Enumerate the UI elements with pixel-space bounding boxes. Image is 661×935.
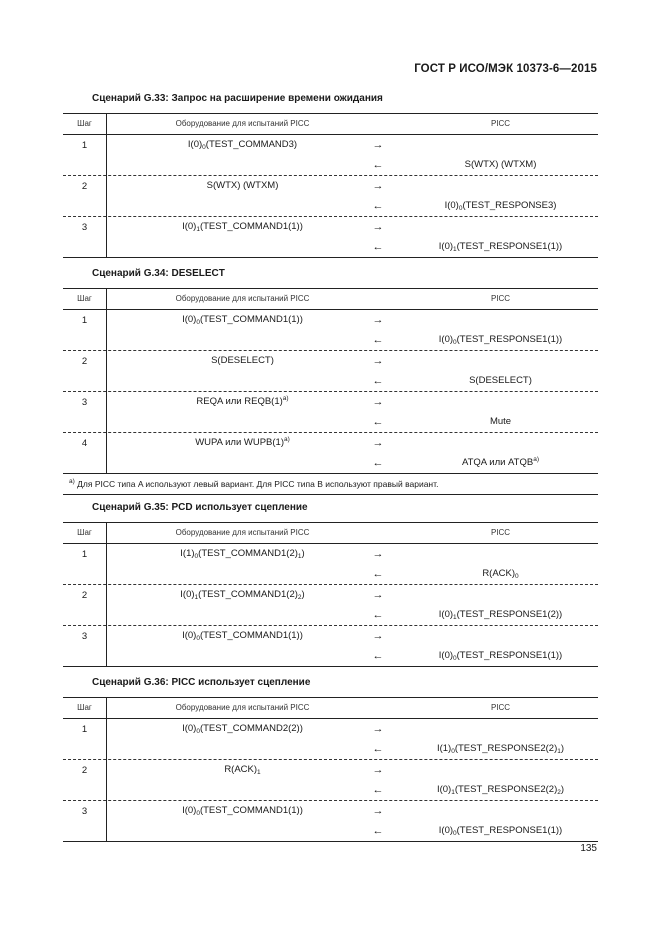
step-row xyxy=(63,135,598,175)
pcd-message: S(DESELECT) xyxy=(211,355,274,366)
table-header-row xyxy=(63,289,598,310)
arrow-right-icon: → xyxy=(372,180,384,192)
column-divider xyxy=(106,523,107,543)
picc-message: ATQA или ATQB$^{a)}$ xyxy=(461,456,539,468)
pcd-message: $I(0)_1(TEST\_COMMAND1(2)_2)$ xyxy=(180,589,305,601)
column-header-pcd: Оборудование для испытаний PICC xyxy=(175,703,310,712)
arrow-right-icon: → xyxy=(372,630,384,642)
step-row xyxy=(63,175,598,216)
scenario-table-g36 xyxy=(63,697,598,842)
table-footnote: $^{a)}$ Для PICC типа A используют левый вариант. Для PICC типа B используют правый вариант. xyxy=(63,473,598,494)
step-number: 3 xyxy=(81,222,88,233)
arrow-right-icon: → xyxy=(372,139,384,151)
pcd-message: $I(0)_0(TEST\_COMMAND1(1))$ xyxy=(182,630,303,642)
pcd-message: $R(ACK)_1$ xyxy=(224,764,261,776)
arrow-left-icon: ← xyxy=(372,334,384,346)
pcd-message: $I(0)_0(TEST\_COMMAND3)$ xyxy=(187,139,298,151)
arrow-left-icon: ← xyxy=(372,609,384,621)
picc-message: $I(0)_1(TEST\_RESPONSE2(2)_2)$ xyxy=(436,784,565,796)
column-header-picc: PICC xyxy=(490,703,511,712)
step-number: 1 xyxy=(81,724,88,735)
pcd-message: $I(0)_0(TEST\_COMMAND1(1))$ xyxy=(182,314,303,326)
table-header-row xyxy=(63,523,598,544)
arrow-right-icon: → xyxy=(372,764,384,776)
picc-message: $I(0)_0(TEST\_RESPONSE1(1))$ xyxy=(438,825,563,837)
arrow-left-icon: ← xyxy=(372,784,384,796)
step-number: 3 xyxy=(81,631,88,642)
pcd-message: $I(1)_0(TEST\_COMMAND1(2)_1)$ xyxy=(180,548,305,560)
arrow-right-icon: → xyxy=(372,314,384,326)
pcd-message: S(WTX) (WTXM) xyxy=(206,180,279,191)
step-row xyxy=(63,310,598,350)
step-number: 2 xyxy=(81,765,88,776)
pcd-message: $I(0)_1(TEST\_COMMAND1(1))$ xyxy=(182,221,303,233)
column-header-step: Шаг xyxy=(77,119,92,128)
step-number: 1 xyxy=(81,140,88,151)
scenario-table-g35 xyxy=(63,522,598,667)
step-number: 4 xyxy=(81,438,88,449)
step-row xyxy=(63,759,598,800)
step-row xyxy=(63,391,598,432)
column-header-step: Шаг xyxy=(77,703,92,712)
scenario-caption-g34: Сценарий G.34: DESELECT xyxy=(92,268,225,279)
step-row xyxy=(63,584,598,625)
pcd-message: $I(0)_0(TEST\_COMMAND2(2))$ xyxy=(182,723,303,735)
arrow-left-icon: ← xyxy=(372,457,384,469)
step-number: 2 xyxy=(81,590,88,601)
picc-message: S(DESELECT) xyxy=(469,375,532,386)
document-header: ГОСТ Р ИСО/МЭК 10373-6—2015 xyxy=(414,63,597,75)
scenario-caption-g33: Сценарий G.33: Запрос на расширение времени ожидания xyxy=(92,93,383,104)
arrow-left-icon: ← xyxy=(372,825,384,837)
picc-message: $I(0)_0(TEST\_RESPONSE3)$ xyxy=(444,200,557,212)
step-number: 2 xyxy=(81,181,88,192)
table-body xyxy=(63,310,598,473)
step-row xyxy=(63,544,598,584)
scenario-caption-g36: Сценарий G.36: PICC использует сцепление xyxy=(92,677,311,688)
column-header-picc: PICC xyxy=(490,528,511,537)
step-row xyxy=(63,625,598,666)
arrow-left-icon: ← xyxy=(372,375,384,387)
column-header-picc: PICC xyxy=(490,294,511,303)
pcd-message: $I(0)_0(TEST\_COMMAND1(1))$ xyxy=(182,805,303,817)
column-divider xyxy=(106,114,107,134)
table-header-row xyxy=(63,698,598,719)
arrow-right-icon: → xyxy=(372,548,384,560)
scenario-table-g33 xyxy=(63,113,598,258)
step-number: 3 xyxy=(81,806,88,817)
picc-message: $I(0)_0(TEST\_RESPONSE1(1))$ xyxy=(438,650,563,662)
picc-message: S(WTX) (WTXM) xyxy=(464,159,537,170)
picc-message: Mute xyxy=(489,416,512,427)
step-number: 3 xyxy=(81,397,88,408)
arrow-right-icon: → xyxy=(372,221,384,233)
column-header-step: Шаг xyxy=(77,294,92,303)
column-divider xyxy=(106,698,107,718)
step-row xyxy=(63,719,598,759)
column-divider xyxy=(106,289,107,309)
table-body xyxy=(63,544,598,666)
step-row xyxy=(63,432,598,473)
arrow-left-icon: ← xyxy=(372,241,384,253)
column-header-pcd: Оборудование для испытаний PICC xyxy=(175,119,310,128)
arrow-right-icon: → xyxy=(372,589,384,601)
table-body xyxy=(63,719,598,841)
arrow-right-icon: → xyxy=(372,437,384,449)
table-header-row xyxy=(63,114,598,135)
picc-message: $I(1)_0(TEST\_RESPONSE2(2)_1)$ xyxy=(436,743,565,755)
column-divider xyxy=(106,310,107,473)
arrow-right-icon: → xyxy=(372,723,384,735)
step-number: 1 xyxy=(81,315,88,326)
arrow-left-icon: ← xyxy=(372,568,384,580)
picc-message: $I(0)_1(TEST\_RESPONSE1(2))$ xyxy=(438,609,563,621)
step-row xyxy=(63,800,598,841)
arrow-left-icon: ← xyxy=(372,743,384,755)
page-number: 135 xyxy=(580,843,597,854)
arrow-left-icon: ← xyxy=(372,200,384,212)
column-header-pcd: Оборудование для испытаний PICC xyxy=(175,294,310,303)
picc-message: $R(ACK)_0$ xyxy=(482,568,519,580)
arrow-left-icon: ← xyxy=(372,650,384,662)
arrow-left-icon: ← xyxy=(372,159,384,171)
arrow-right-icon: → xyxy=(372,396,384,408)
column-divider xyxy=(106,719,107,841)
column-header-step: Шаг xyxy=(77,528,92,537)
step-number: 2 xyxy=(81,356,88,367)
column-header-pcd: Оборудование для испытаний PICC xyxy=(175,528,310,537)
column-divider xyxy=(106,544,107,666)
pcd-message: REQA или $REQB(1)^{a)}$ xyxy=(196,395,289,407)
column-header-picc: PICC xyxy=(490,119,511,128)
picc-message: $I(0)_1(TEST\_RESPONSE1(1))$ xyxy=(438,241,563,253)
column-divider xyxy=(106,135,107,257)
step-row xyxy=(63,350,598,391)
scenario-caption-g35: Сценарий G.35: PCD использует сцепление xyxy=(92,502,308,513)
table-body xyxy=(63,135,598,257)
picc-message: $I(0)_0(TEST\_RESPONSE1(1))$ xyxy=(438,334,563,346)
arrow-right-icon: → xyxy=(372,355,384,367)
scenario-table-g34 xyxy=(63,288,598,495)
arrow-right-icon: → xyxy=(372,805,384,817)
pcd-message: WUPA или $WUPB(1)^{a)}$ xyxy=(195,436,290,448)
step-number: 1 xyxy=(81,549,88,560)
arrow-left-icon: ← xyxy=(372,416,384,428)
step-row xyxy=(63,216,598,257)
